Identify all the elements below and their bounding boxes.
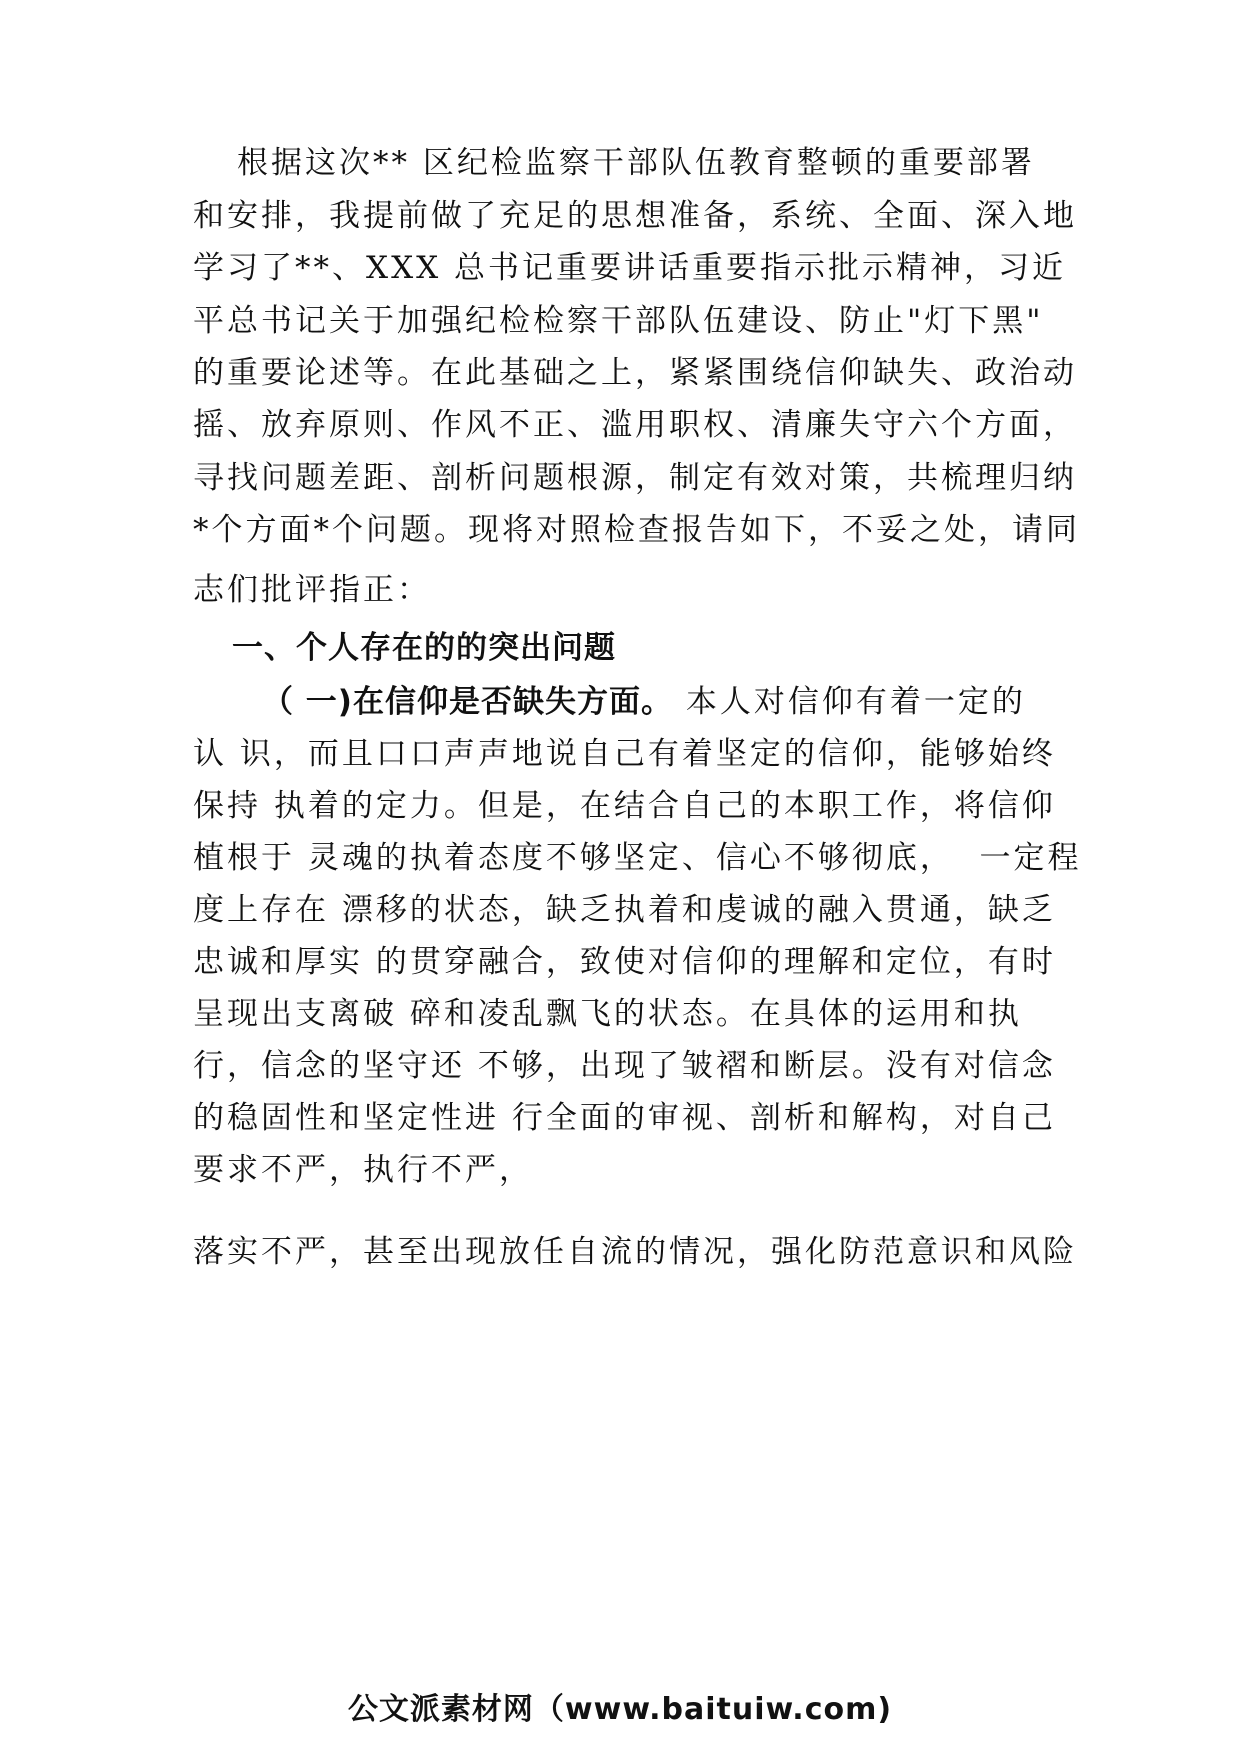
subsection-first-line-rest: 本人对信仰有着一定的 bbox=[672, 684, 1026, 720]
body-line-7: 行，信念的坚守还 不够，出现了皱褶和断层。没有对信念 bbox=[193, 1048, 1056, 1084]
intro-line-7: 寻找问题差距、剖析问题根源，制定有效对策，共梳理归纳 bbox=[193, 460, 1077, 496]
body-line-3: 植根于 灵魂的执着态度不够坚定、信心不够彻底， 一定程 bbox=[193, 840, 1082, 876]
section-heading: 一、个人存在的的突出问题 bbox=[232, 630, 616, 666]
footer-watermark: 公文派素材网（www.baituiw.com) bbox=[347, 1692, 893, 1727]
intro-line-2: 和安排，我提前做了充足的思想准备，系统、全面、深入地 bbox=[193, 198, 1077, 234]
body-line-9: 要求不严，执行不严， bbox=[193, 1152, 533, 1188]
intro-line-3: 学习了**、XXX 总书记重要讲话重要指示批示精神，习近 bbox=[193, 250, 1067, 286]
intro-line-8: *个方面*个问题。现将对照检查报告如下，不妥之处，请同 bbox=[193, 512, 1080, 548]
intro-line-4: 平总书记关于加强纪检检察干部队伍建设、防止"灯下黑" bbox=[193, 303, 1044, 339]
body-line-1: 认 识，而且口口声声地说自己有着坚定的信仰，能够始终 bbox=[193, 736, 1056, 772]
subsection-title: （ 一)在信仰是否缺失方面。 bbox=[262, 684, 673, 720]
body-line-8: 的稳固性和坚定性进 行全面的审视、剖析和解构，对自己 bbox=[193, 1100, 1056, 1136]
intro-line-5: 的重要论述等。在此基础之上，紧紧围绕信仰缺失、政治动 bbox=[193, 355, 1077, 391]
intro-line-1: 根据这次** 区纪检监察干部队伍教育整顿的重要部署 bbox=[237, 145, 1035, 181]
intro-line-9: 志们批评指正： bbox=[193, 572, 431, 608]
body-line-5: 忠诚和厚实 的贯穿融合，致使对信仰的理解和定位，有时 bbox=[193, 944, 1056, 980]
subsection-first-line bbox=[262, 682, 1026, 722]
body-line-4: 度上存在 漂移的状态，缺乏执着和虔诚的融入贯通，缺乏 bbox=[193, 892, 1056, 928]
body-line-6: 呈现出支离破 碎和凌乱飘飞的状态。在具体的运用和执 bbox=[193, 996, 1022, 1032]
body-line-10: 落实不严，甚至出现放任自流的情况，强化防范意识和风险 bbox=[193, 1234, 1077, 1270]
intro-line-6: 摇、放弃原则、作风不正、滥用职权、清廉失守六个方面， bbox=[193, 407, 1077, 443]
body-line-2: 保持 执着的定力。但是，在结合自己的本职工作，将信仰 bbox=[193, 788, 1056, 824]
